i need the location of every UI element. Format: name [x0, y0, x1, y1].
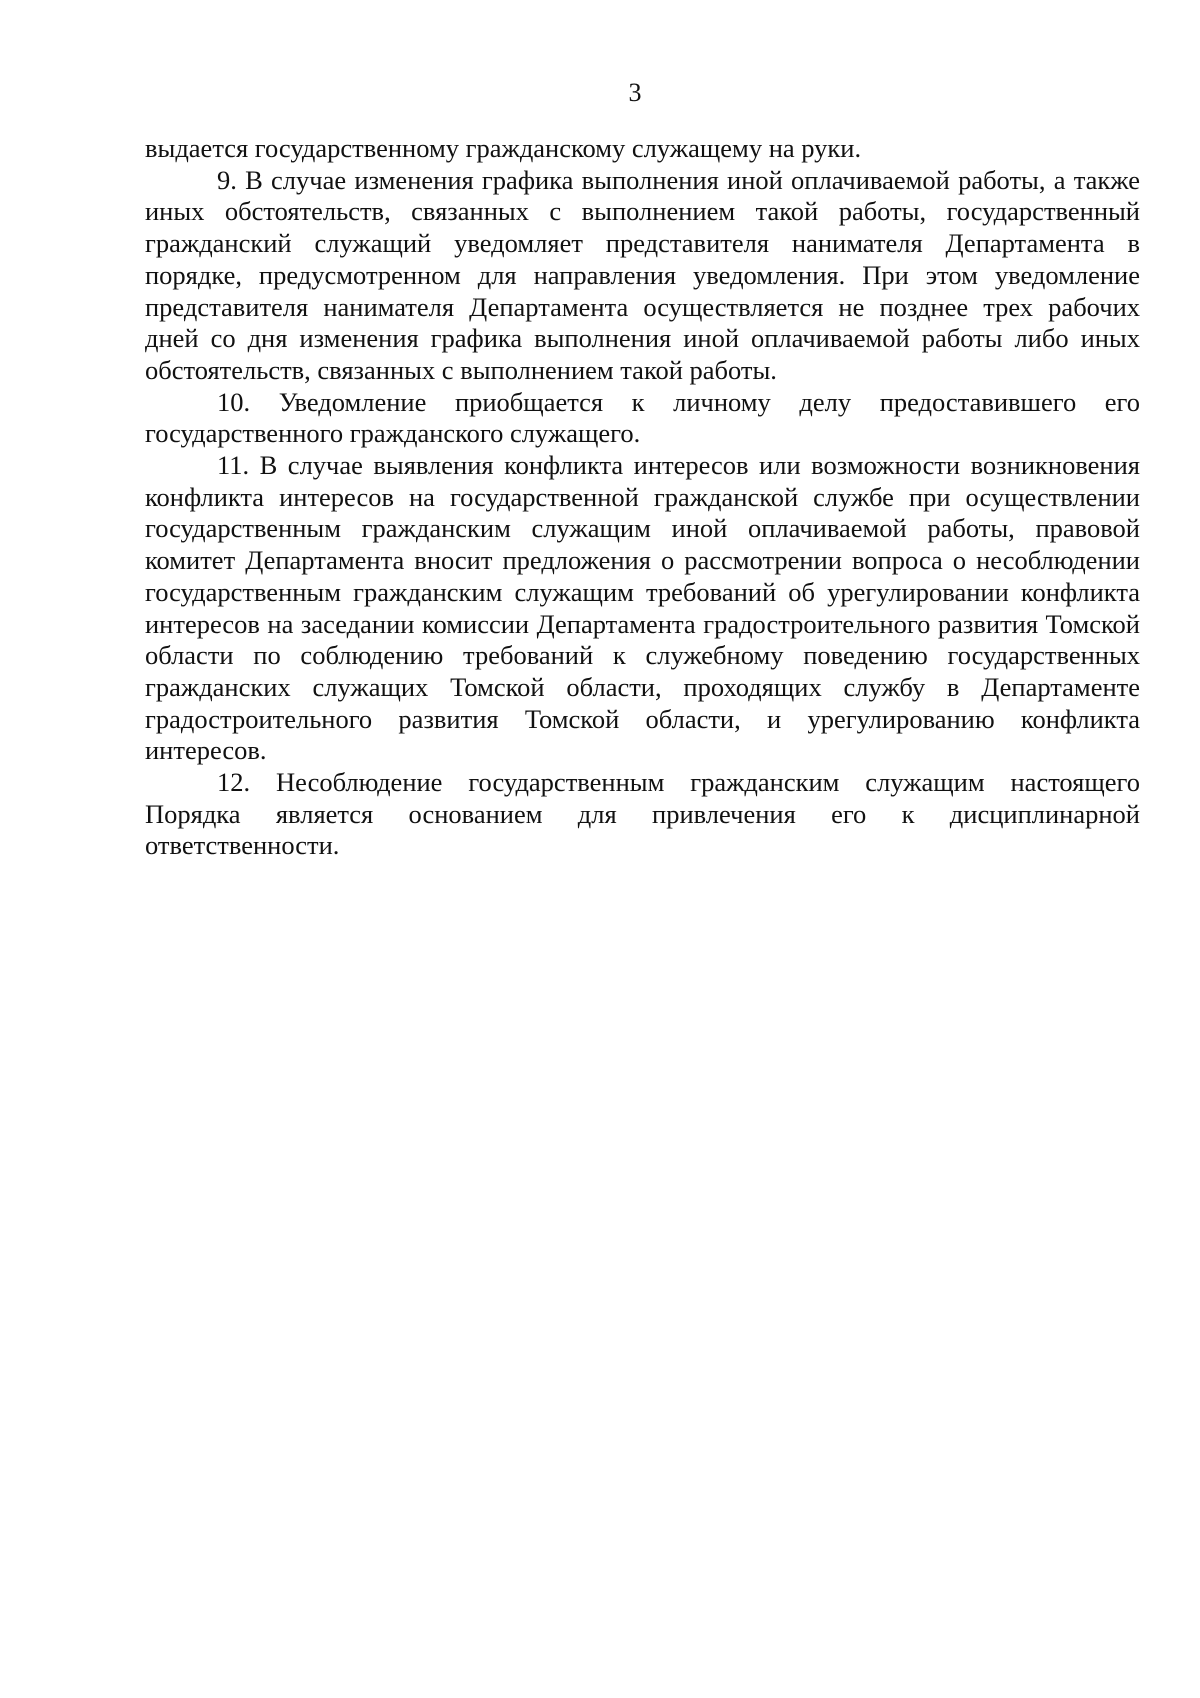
paragraph-10: 10. Уведомление приобщается к личному делу предоставившего его государственного гражданского служащего. — [145, 386, 1140, 449]
paragraph-11: 11. В случае выявления конфликта интересов или возможности возникновения конфликта интересов на государственной гражданской службе при осуществлении государственным гражданским служащим иной оплачиваемой работы, правовой комитет Департамента вносит предложения о рассмотрении вопроса о несоблюдении государственным гражданским служащим требований об урегулировании конфликта интересов на заседании комиссии Департамента градостроительного развития Томской области по соблюдению требований к служебному поведению государственных гражданских служащих Томской области, проходящих службу в Департаменте градостроительного развития Томской области, и урегулированию конфликта интересов. — [145, 450, 1140, 766]
paragraph-9: 9. В случае изменения графика выполнения иной оплачиваемой работы, а также иных обстоятельств, связанных с выполнением такой работы, государственный гражданский служащий уведомляет представителя нанимателя Департамента в порядке, предусмотренном для направления уведомления. При этом уведомление представителя нанимателя Департамента осуществляется не позднее трех рабочих дней со дня изменения графика выполнения иной оплачиваемой работы либо иных обстоятельств, связанных с выполнением такой работы. — [145, 164, 1140, 385]
paragraph-continuation: выдается государственному гражданскому служащему на руки. — [145, 133, 862, 163]
page-number: 3 — [628, 78, 642, 107]
paragraph-12: 12. Несоблюдение государственным гражданским служащим настоящего Порядка является основанием для привлечения его к дисциплинарной ответственности. — [145, 767, 1140, 861]
document-body — [145, 133, 1140, 862]
